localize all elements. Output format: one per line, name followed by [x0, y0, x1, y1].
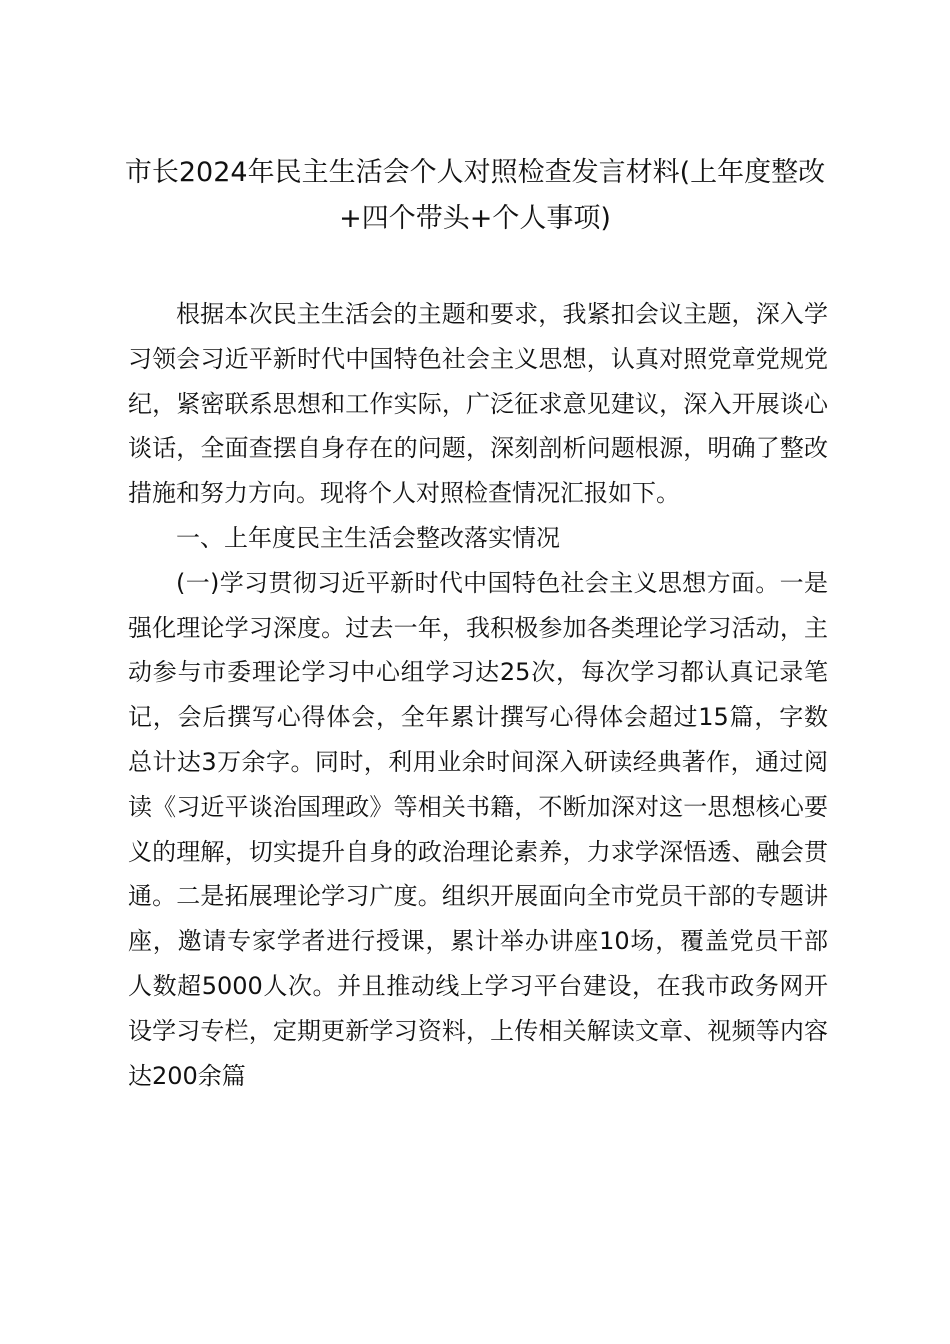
section-heading: 一、上年度民主生活会整改落实情况 [176, 523, 560, 552]
subsection-paragraph: (一)学习贯彻习近平新时代中国特色社会主义思想方面。一是强化理论学习深度。过去一年，我积极参加各类理论学习活动，主动参与市委理论学习中心组学习达25次，每次学习都认真记录笔记，会后撰写心得体会，全年累计撰写心得体会超过15篇，字数总计达3万余字。同时，利用业余时间深入研读经典著作，通过阅读《习近平谈治国理政》等相关书籍，不断加深对这一思想核心要义的理解，切实提升自身的政治理论素养，力求学深悟透、融会贯通。二是拓展理论学习广度。组织开展面向全市党员干部的专题讲座，邀请专家学者进行授课，累计举办讲座10场，覆盖党员干部人数超5000人次。并且推动线上学习平台建设，在我市政务网开设学习专栏，定期更新学习资料，上传相关解读文章、视频等内容达200余篇 [128, 568, 828, 1090]
intro-paragraph: 根据本次民主生活会的主题和要求，我紧扣会议主题，深入学习领会习近平新时代中国特色社会主义思想，认真对照党章党规党纪，紧密联系思想和工作实际，广泛征求意见建议，深入开展谈心谈话，全面查摆自身存在的问题，深刻剖析问题根源，明确了整改措施和努力方向。现将个人对照检查情况汇报如下。 [128, 300, 828, 508]
document-body [128, 292, 828, 1098]
document-title: 市长2024年民主生活会个人对照检查发言材料(上年度整改+四个带头+个人事项) [124, 157, 826, 234]
